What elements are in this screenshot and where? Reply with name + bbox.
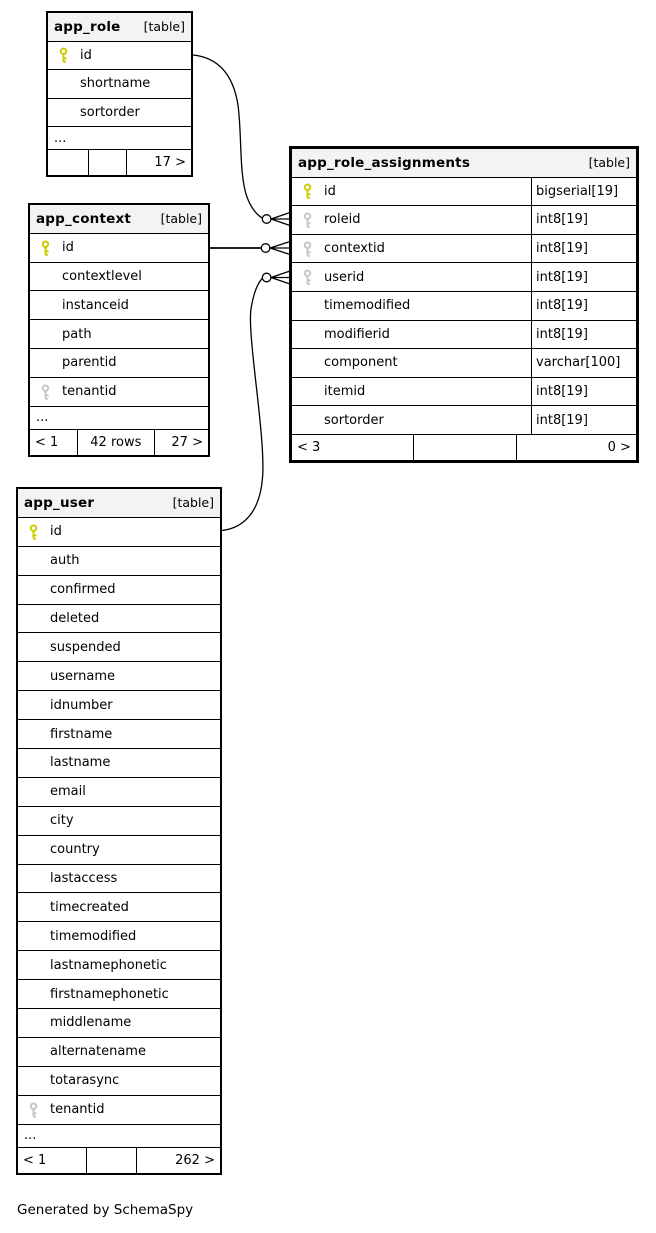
column-row-email xyxy=(18,778,220,807)
column-name: component xyxy=(324,355,398,371)
column-name: timecreated xyxy=(50,899,129,915)
column-type: int8[19] xyxy=(531,292,636,320)
column-name: idnumber xyxy=(50,697,113,713)
foreign-key-icon xyxy=(299,241,315,257)
table-app_context xyxy=(28,203,210,457)
column-row-timemodified xyxy=(292,292,636,321)
table-footer xyxy=(292,435,636,460)
column-name: timemodified xyxy=(324,298,411,314)
column-name: lastname xyxy=(50,755,111,771)
table-app_user xyxy=(16,487,222,1175)
column-name: firstname xyxy=(50,726,113,742)
foreign-key-icon xyxy=(299,269,315,285)
column-row-totarasync xyxy=(18,1067,220,1096)
foreign-key-icon xyxy=(299,212,315,228)
column-row-alternatename xyxy=(18,1038,220,1067)
column-row-city xyxy=(18,807,220,836)
column-name: contextlevel xyxy=(62,268,142,284)
column-row-tenantid xyxy=(18,1096,220,1125)
column-name: itemid xyxy=(324,384,366,400)
table-footer xyxy=(48,150,191,175)
column-row-middlename xyxy=(18,1009,220,1038)
column-name: tenantid xyxy=(62,384,117,400)
column-row-instanceid xyxy=(30,291,208,320)
column-name: roleid xyxy=(324,212,361,228)
column-row-shortname xyxy=(48,70,191,99)
footer-right-relations: 262 > xyxy=(175,1152,215,1168)
column-name: timemodified xyxy=(50,928,137,944)
footer-row-count xyxy=(414,435,517,460)
footer-row-count xyxy=(87,1148,138,1173)
column-name: id xyxy=(324,183,336,199)
table-header-app_role[interactable] xyxy=(48,13,191,42)
column-row-modifierid xyxy=(292,321,636,350)
column-name: suspended xyxy=(50,639,121,655)
column-name: middlename xyxy=(50,1015,132,1031)
primary-key-icon xyxy=(299,183,315,199)
column-row-deleted xyxy=(18,605,220,634)
column-name: lastnamephonetic xyxy=(50,957,167,973)
column-row-firstname xyxy=(18,720,220,749)
column-name: lastaccess xyxy=(50,871,118,887)
column-row-path xyxy=(30,320,208,349)
column-name: firstnamephonetic xyxy=(50,986,169,1002)
column-name: modifierid xyxy=(324,326,390,342)
column-row-timemodified xyxy=(18,922,220,951)
column-row-timecreated xyxy=(18,893,220,922)
footer-left-relations: < 3 xyxy=(292,435,414,460)
column-type: int8[19] xyxy=(531,235,636,263)
table-app_role_assignments xyxy=(289,146,639,463)
column-name: shortname xyxy=(80,76,151,92)
footer-right-relations: 27 > xyxy=(171,434,203,450)
truncated-columns-indicator: ... xyxy=(18,1125,220,1148)
table-header-app_context[interactable] xyxy=(30,205,208,234)
column-row-id xyxy=(30,234,208,263)
table-name[interactable]: app_role_assignments xyxy=(298,154,471,171)
column-row-id xyxy=(48,42,191,71)
column-type: int8[19] xyxy=(531,378,636,406)
column-row-auth xyxy=(18,547,220,576)
relationship-app_role-roleid xyxy=(193,55,290,226)
column-name: instanceid xyxy=(62,297,129,313)
column-row-idnumber xyxy=(18,691,220,720)
column-row-confirmed xyxy=(18,576,220,605)
column-name: email xyxy=(50,784,86,800)
foreign-key-icon xyxy=(25,1102,41,1118)
column-row-contextid xyxy=(292,235,636,264)
schemaspy-credit: Generated by SchemaSpy xyxy=(17,1202,194,1218)
table-name[interactable]: app_role xyxy=(54,18,121,35)
column-type: int8[19] xyxy=(531,321,636,349)
column-row-contextlevel xyxy=(30,263,208,292)
truncated-columns-indicator: ... xyxy=(48,127,191,150)
column-row-suspended xyxy=(18,633,220,662)
column-row-lastaccess xyxy=(18,865,220,894)
column-name: city xyxy=(50,813,74,829)
column-row-id xyxy=(292,178,636,207)
relationship-app_context-contextid xyxy=(210,242,290,255)
column-type: bigserial[19] xyxy=(531,178,636,206)
column-type: int8[19] xyxy=(531,406,636,434)
column-row-userid xyxy=(292,263,636,292)
primary-key-icon xyxy=(37,240,53,256)
footer-left-relations: < 1 xyxy=(18,1148,87,1173)
primary-key-icon xyxy=(55,47,71,63)
truncated-columns-indicator: ... xyxy=(30,407,208,430)
table-footer xyxy=(30,430,208,455)
footer-right-relations: 17 > xyxy=(154,155,186,170)
table-header-app_role_assignments[interactable] xyxy=(292,149,636,178)
column-row-firstnamephonetic xyxy=(18,980,220,1009)
column-type: varchar[100] xyxy=(531,349,636,377)
footer-row-count: 42 rows xyxy=(78,430,155,455)
column-row-itemid xyxy=(292,378,636,407)
column-name: sortorder xyxy=(324,412,384,428)
table-name[interactable]: app_user xyxy=(24,494,95,511)
table-kind-label: [table] xyxy=(160,211,202,227)
column-name: parentid xyxy=(62,355,117,371)
column-type: int8[19] xyxy=(531,206,636,234)
column-name: id xyxy=(50,524,62,540)
column-row-sortorder xyxy=(292,406,636,435)
column-name: auth xyxy=(50,553,80,569)
column-row-roleid xyxy=(292,206,636,235)
column-name: country xyxy=(50,842,100,858)
column-name: alternatename xyxy=(50,1044,146,1060)
table-app_role xyxy=(46,11,193,177)
column-row-country xyxy=(18,836,220,865)
table-footer xyxy=(18,1148,220,1173)
column-name: username xyxy=(50,668,115,684)
footer-row-count xyxy=(89,150,126,175)
table-kind-label: [table] xyxy=(588,155,630,171)
column-name: id xyxy=(80,47,92,63)
primary-key-icon xyxy=(25,524,41,540)
table-header-app_user[interactable] xyxy=(18,489,220,518)
column-type: int8[19] xyxy=(531,263,636,291)
column-name: sortorder xyxy=(80,104,140,120)
column-name: confirmed xyxy=(50,582,116,598)
relationship-app_user-userid xyxy=(222,271,290,531)
column-name: deleted xyxy=(50,611,100,626)
column-name: userid xyxy=(324,269,365,285)
column-row-tenantid xyxy=(30,378,208,407)
column-row-username xyxy=(18,662,220,691)
column-row-lastnamephonetic xyxy=(18,951,220,980)
footer-right-relations: 0 > xyxy=(607,439,631,455)
column-row-parentid xyxy=(30,349,208,378)
column-row-id xyxy=(18,518,220,547)
table-name[interactable]: app_context xyxy=(36,210,132,227)
column-name: tenantid xyxy=(50,1102,105,1118)
table-kind-label: [table] xyxy=(172,495,214,511)
column-row-sortorder xyxy=(48,99,191,128)
footer-left-relations: < 1 xyxy=(30,430,78,455)
footer-left-relations xyxy=(48,150,89,175)
column-row-lastname xyxy=(18,749,220,778)
column-name: id xyxy=(62,240,74,256)
column-name: contextid xyxy=(324,241,385,257)
column-row-component xyxy=(292,349,636,378)
foreign-key-icon xyxy=(37,384,53,400)
table-kind-label: [table] xyxy=(143,19,185,35)
column-name: path xyxy=(62,326,92,342)
column-name: totarasync xyxy=(50,1073,120,1089)
